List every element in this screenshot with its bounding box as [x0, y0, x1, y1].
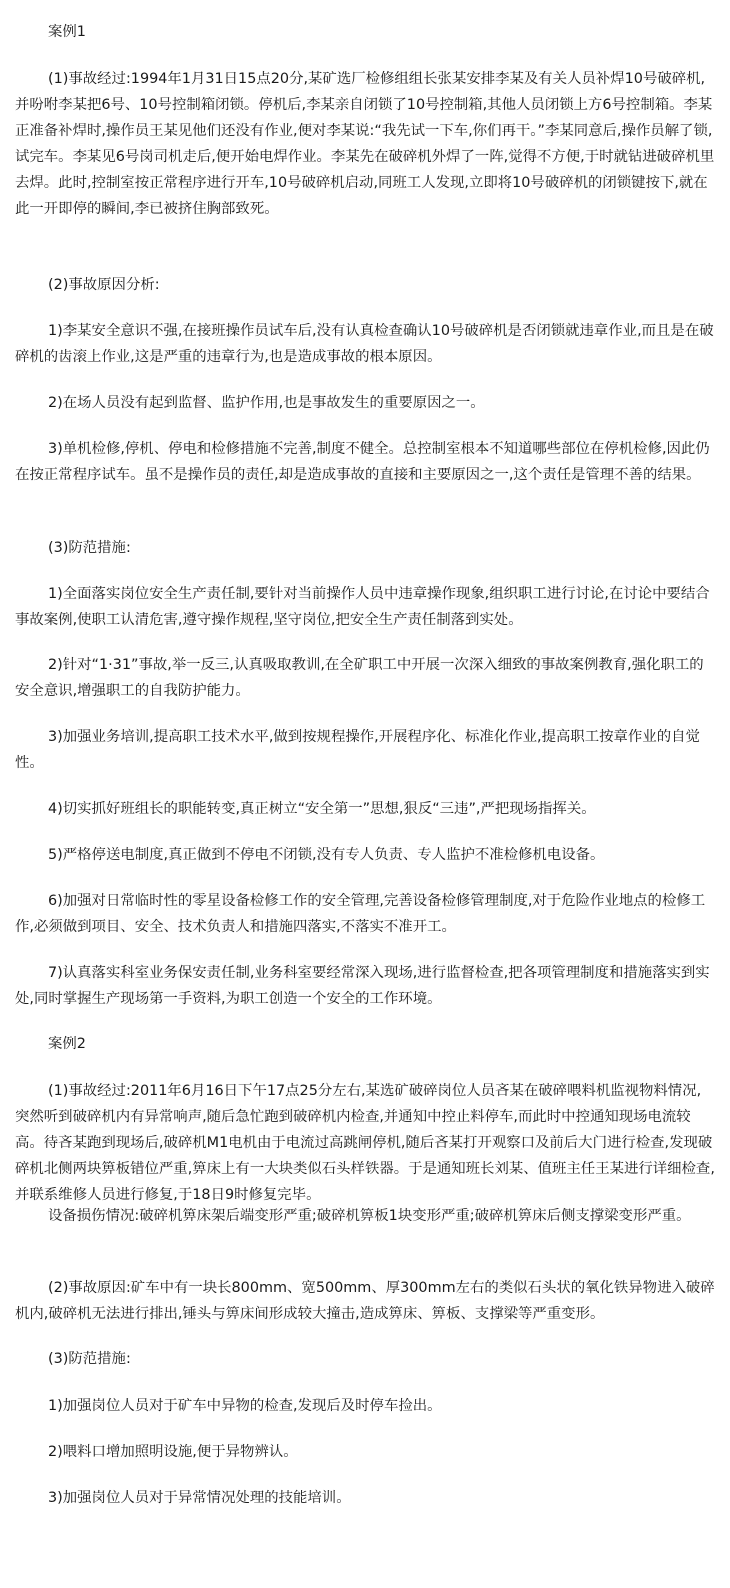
case1-measure-2: 2)针对“1·31”事故,举一反三,认真吸取教训,在全矿职工中开展一次深入细致的事故案例教育,强化职工的安全意识,增强职工的自我防护能力。 [15, 657, 704, 699]
case2-process-paragraph: (1)事故经过:2011年6月16日下午17点25分左右,某选矿破碎岗位人员吝某在破碎喂料机监视物料情况,突然听到破碎机内有异常响声,随后急忙跑到破碎机内检查,并通知中控止料停车,而此时中控通知现场电流较高。待吝某跑到现场后,破碎机M1电机由于电流过高跳闸停机,随后吝某打开观察口及前后大门进行检查,发现破碎机北侧两块箅板错位严重,箅床上有一大块类似石头样铁器。于是通知班长刘某、值班主任王某进行详细检查,并联系维修人员进行修复,于18日9时修复完毕。 [15, 1083, 715, 1203]
case1-measure-3: 3)加强业务培训,提高职工技术水平,做到按规程操作,开展程序化、标准化作业,提高职工按章作业的自觉性。 [15, 729, 700, 771]
case1-measure-5: 5)严格停送电制度,真正做到不停电不闭锁,没有专人负责、专人监护不准检修机电设备。 [48, 847, 605, 863]
case1-measure-1: 1)全面落实岗位安全生产责任制,要针对当前操作人员中违章操作现象,组织职工进行讨论,在讨论中要结合事故案例,使职工认清危害,遵守操作规程,坚守岗位,把安全生产责任制落到实处。 [15, 586, 710, 628]
case1-measure-6: 6)加强对日常临时性的零星设备检修工作的安全管理,完善设备检修管理制度,对于危险作业地点的检修工作,必须做到项目、安全、技术负责人和措施四落实,不落实不准开工。 [15, 893, 706, 935]
case2-measure-3: 3)加强岗位人员对于异常情况处理的技能培训。 [48, 1490, 351, 1506]
case2-title: 案例2 [48, 1036, 86, 1052]
case1-cause-2: 2)在场人员没有起到监督、监护作用,也是事故发生的重要原因之一。 [48, 395, 485, 411]
case1-measure-4: 4)切实抓好班组长的职能转变,真正树立“安全第一”思想,狠反“三违”,严把现场指挥关。 [48, 801, 596, 817]
case1-process-paragraph: (1)事故经过:1994年1月31日15点20分,某矿选厂检修组组长张某安排李某及有关人员补焊10号破碎机,并吩咐李某把6号、10号控制箱闭锁。停机后,李某亲自闭锁了10号控制箱,其他人员闭锁上方6号控制箱。李某正准备补焊时,操作员王某见他们还没有作业,便对李某说:“我先试一下车,你们再干。”李某同意后,操作员解了锁,试完车。李某见6号岗司机走后,便开始电焊作业。李某先在破碎机外焊了一阵,觉得不方便,于时就钻进破碎机里去焊。此时,控制室按正常程序进行开车,10号破碎机启动,同班工人发现,立即将10号破碎机的闭锁键按下,就在此一开即停的瞬间,李已被挤住胸部致死。 [15, 71, 715, 217]
case2-measure-1: 1)加强岗位人员对于矿车中异物的检查,发现后及时停车捡出。 [48, 1398, 442, 1414]
case1-measure-7: 7)认真落实科室业务保安责任制,业务科室要经常深入现场,进行监督检查,把各项管理制度和措施落实到实处,同时掌握生产现场第一手资料,为职工创造一个安全的工作环境。 [15, 965, 710, 1007]
case1-cause-heading: (2)事故原因分析: [48, 277, 160, 293]
case1-cause-1: 1)李某安全意识不强,在接班操作员试车后,没有认真检查确认10号破碎机是否闭锁就违章作业,而且是在破碎机的齿滚上作业,这是严重的违章行为,也是造成事故的根本原因。 [15, 323, 714, 365]
case1-cause-3: 3)单机检修,停机、停电和检修措施不完善,制度不健全。总控制室根本不知道哪些部位在停机检修,因此仍在按正常程序试车。虽不是操作员的责任,却是造成事故的直接和主要原因之一,这个责任是管理不善的结果。 [15, 441, 710, 483]
case2-measure-heading: (3)防范措施: [48, 1351, 131, 1367]
case1-measure-heading: (3)防范措施: [48, 540, 131, 556]
case2-measure-2: 2)喂料口增加照明设施,便于异物辨认。 [48, 1444, 298, 1460]
case2-cause-paragraph: (2)事故原因:矿车中有一块长800mm、宽500mm、厚300mm左右的类似石头状的氧化铁异物进入破碎机内,破碎机无法进行排出,锤头与箅床间形成较大撞击,造成箅床、箅板、支撑梁等严重变形。 [15, 1280, 715, 1322]
case1-title: 案例1 [48, 24, 86, 40]
case2-damage-paragraph: 设备损伤情况:破碎机箅床架后端变形严重;破碎机箅板1块变形严重;破碎机箅床后侧支撑梁变形严重。 [48, 1208, 691, 1224]
